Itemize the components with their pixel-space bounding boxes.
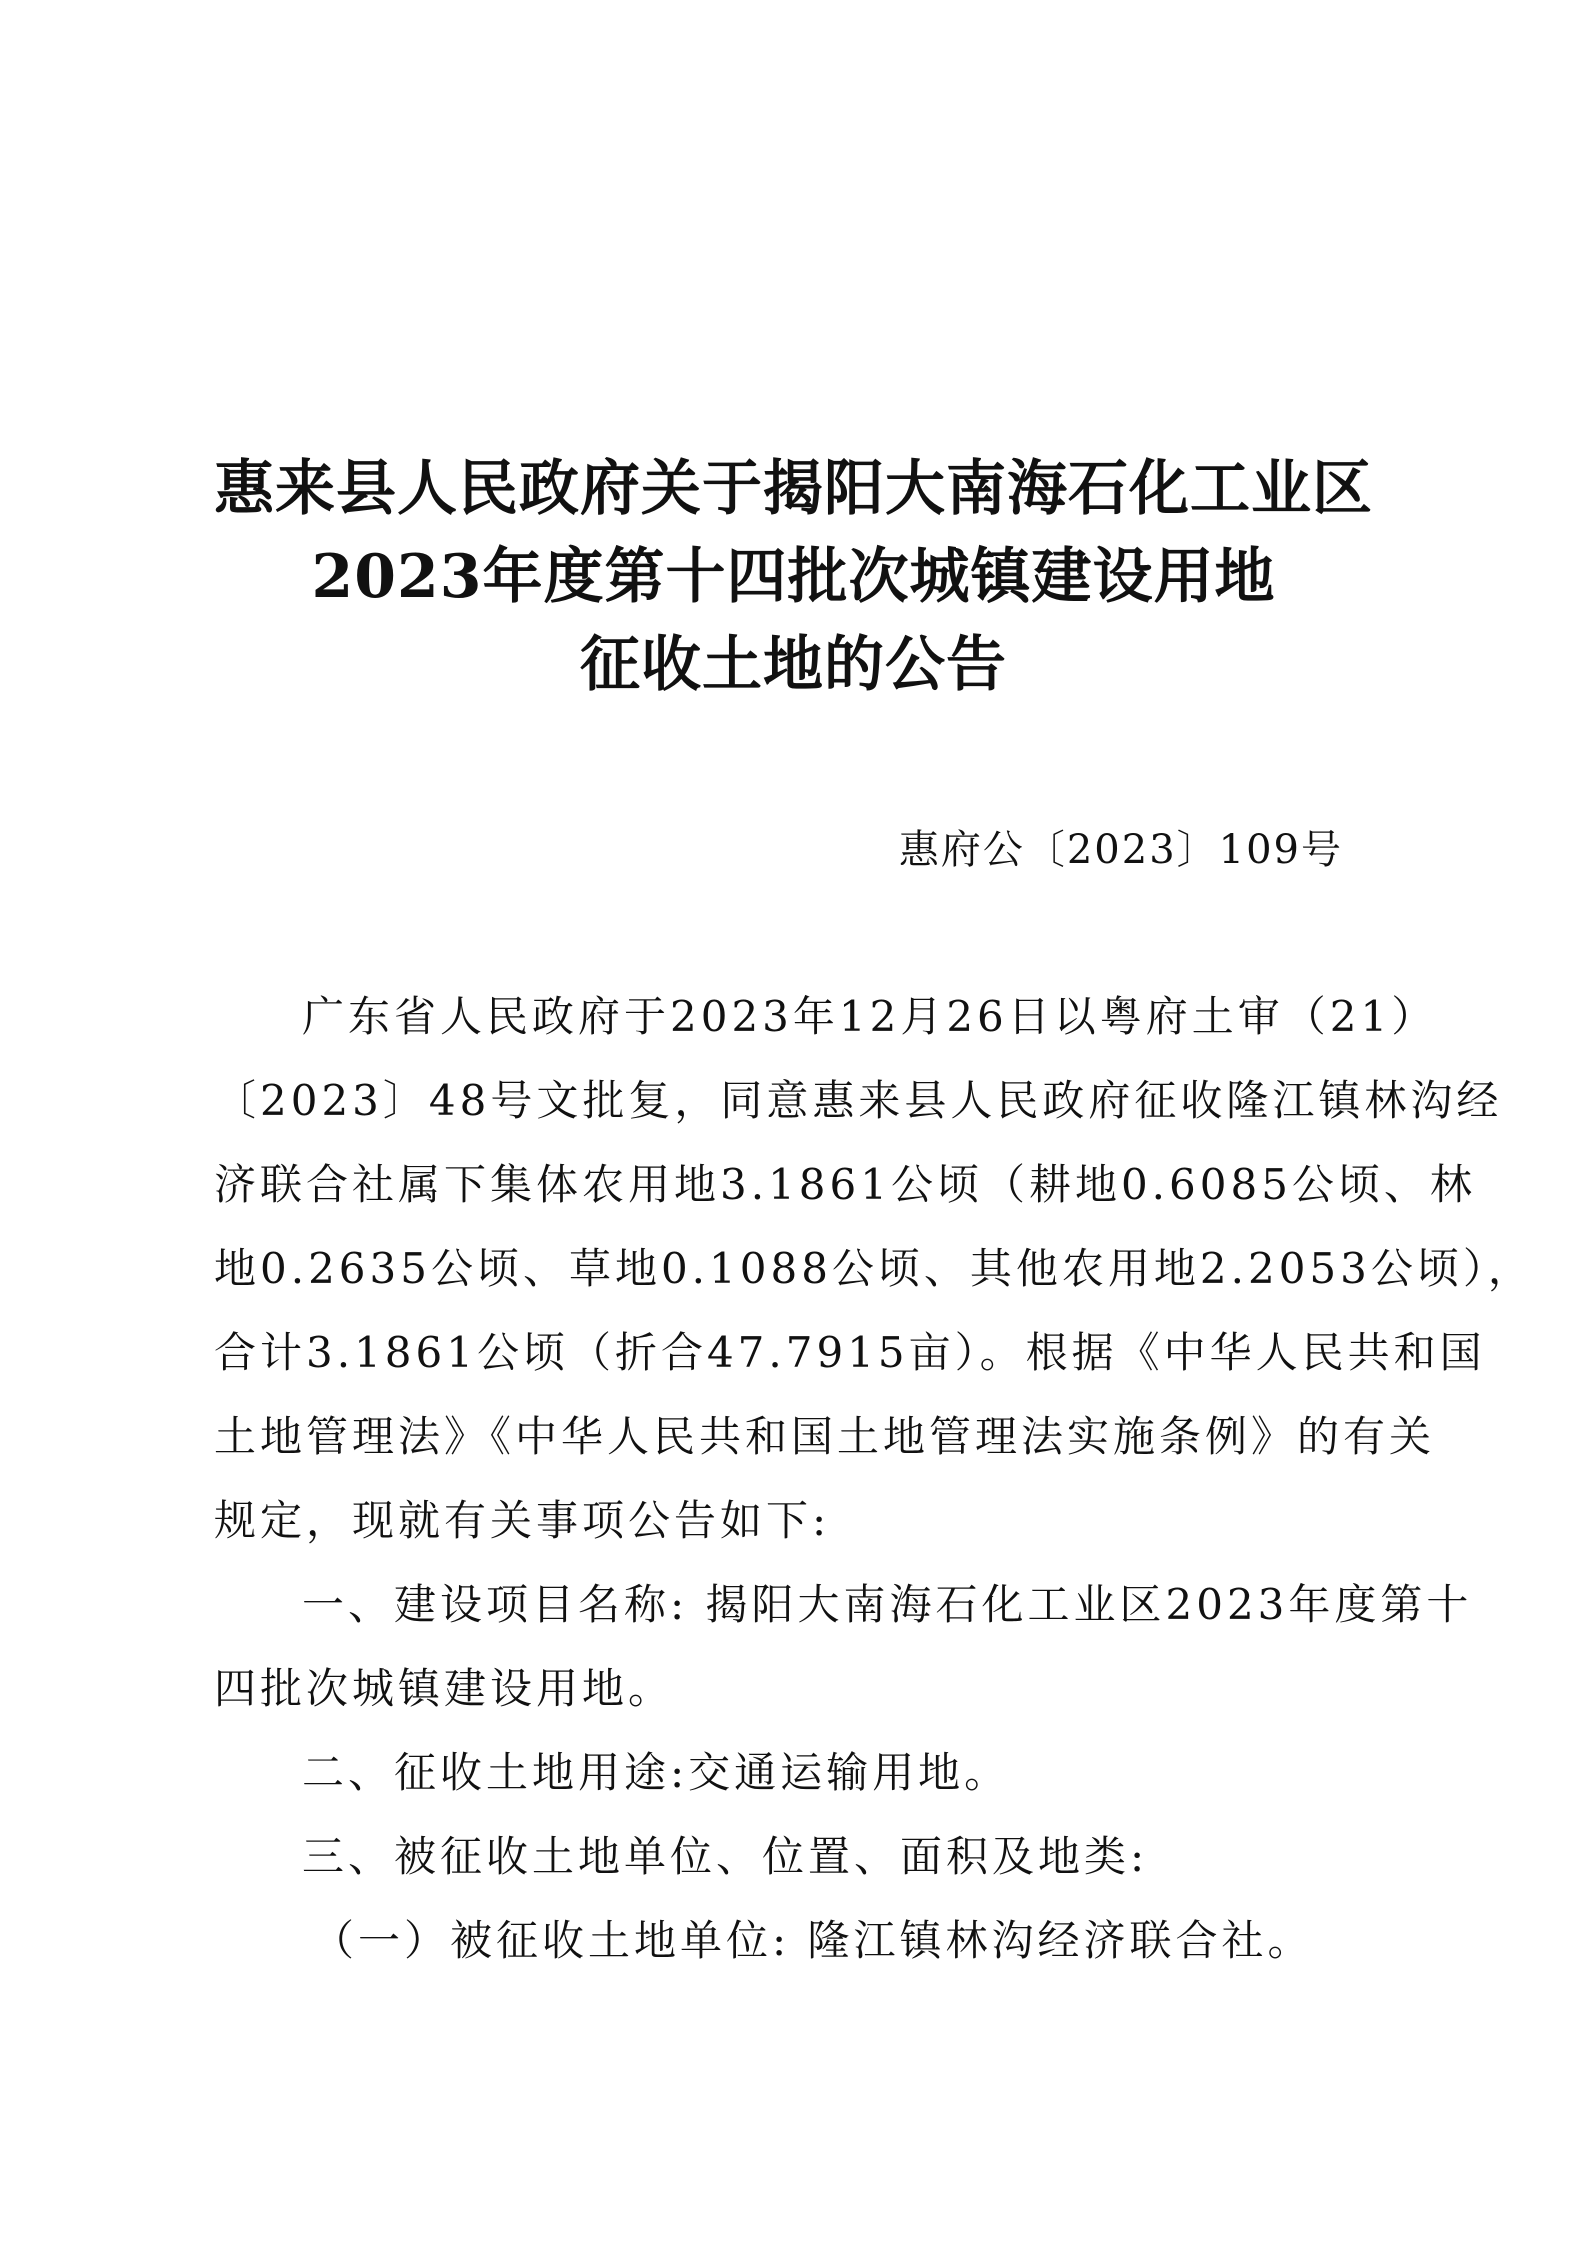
document-number: 惠府公〔2023〕109号: [898, 827, 1343, 873]
paragraph-1-line-1: 广东省人民政府于2023年12月26日以粤府土审（21）: [302, 992, 1438, 1041]
paragraph-1-line-6: 土地管理法》《中华人民共和国土地管理法实施条例》的有关: [214, 1412, 1436, 1461]
item-1-line-2: 四批次城镇建设用地。: [214, 1664, 675, 1713]
document-body: [214, 975, 1534, 1983]
title-line-3: 征收土地的公告: [580, 630, 1007, 700]
paragraph-1-line-3: 济联合社属下集体农用地3.1861公顷（耕地0.6085公顷、林: [214, 1160, 1476, 1209]
title-line-2: 2023年度第十四批次城镇建设用地: [311, 542, 1276, 612]
title-line-1: 惠来县人民政府关于揭阳大南海石化工业区: [214, 454, 1373, 524]
paragraph-1-line-2: 〔2023〕48号文批复，同意惠来县人民政府征收隆江镇林沟经: [214, 1076, 1503, 1125]
item-3: 三、被征收土地单位、位置、面积及地类:: [302, 1832, 1149, 1881]
paragraph-1-line-4: 地0.2635公顷、草地0.1088公顷、其他农用地2.2053公顷），: [214, 1244, 1534, 1293]
item-1-line-1: 一、建设项目名称: 揭阳大南海石化工业区2023年度第十: [302, 1580, 1473, 1629]
item-3-sub-1: （一）被征收土地单位: 隆江镇林沟经济联合社。: [312, 1916, 1314, 1965]
item-2: 二、征收土地用途:交通运输用地。: [302, 1748, 1011, 1797]
document-title: [200, 445, 1387, 709]
paragraph-1-line-7: 规定，现就有关事项公告如下:: [214, 1496, 831, 1545]
paragraph-1-line-5: 合计3.1861公顷（折合47.7915亩）。根据《中华人民共和国: [214, 1328, 1486, 1377]
